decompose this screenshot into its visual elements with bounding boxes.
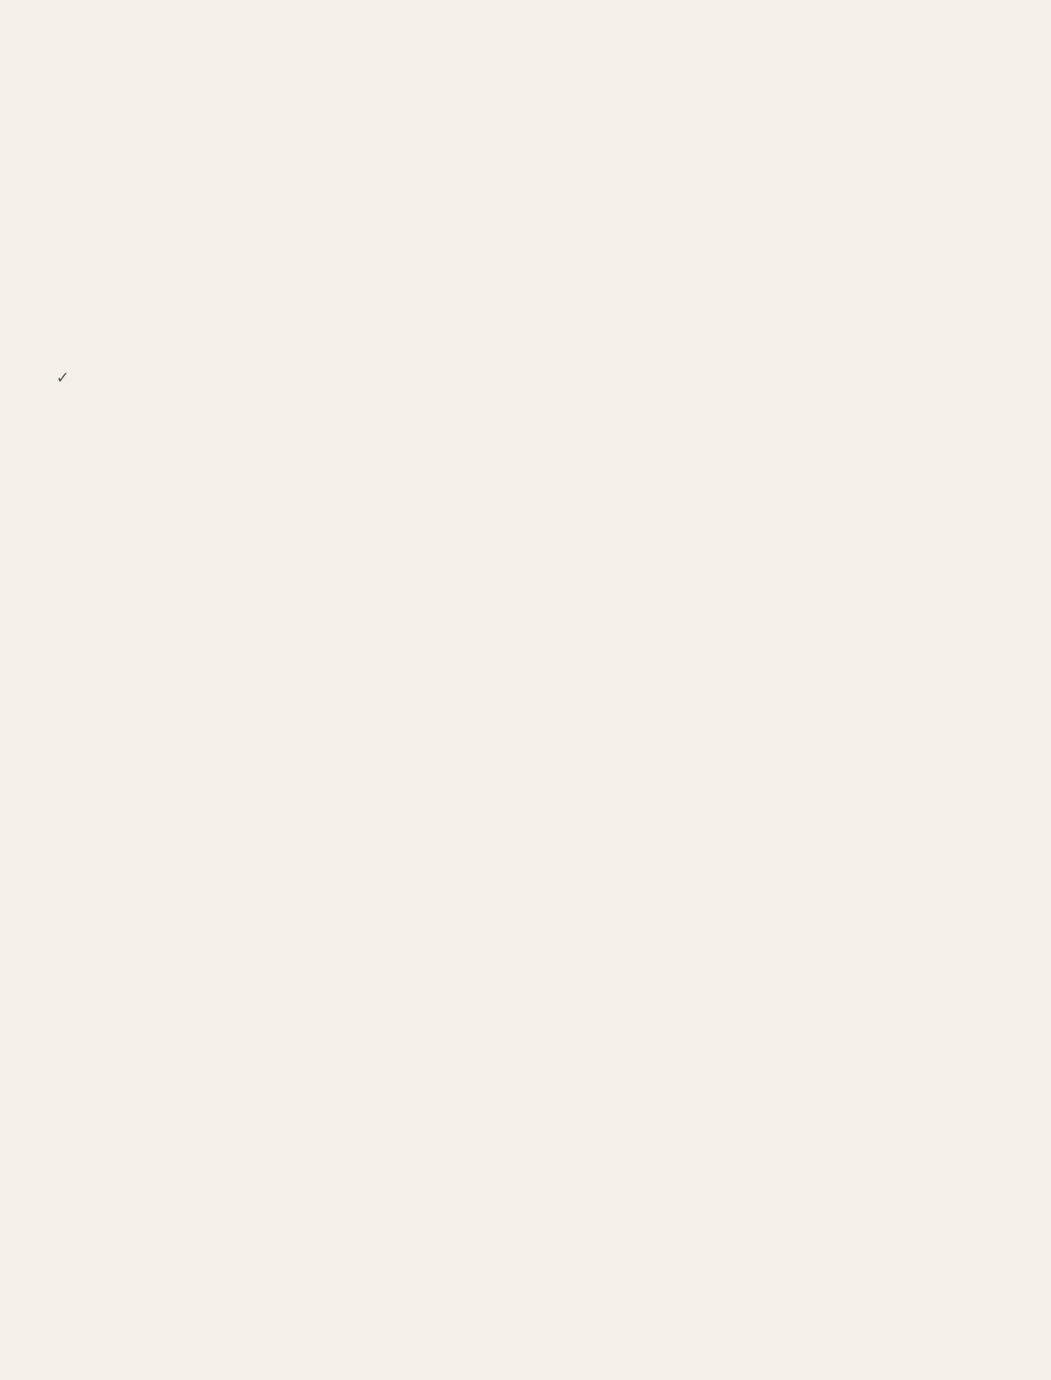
checkmark-icon: ✓ <box>56 368 70 387</box>
